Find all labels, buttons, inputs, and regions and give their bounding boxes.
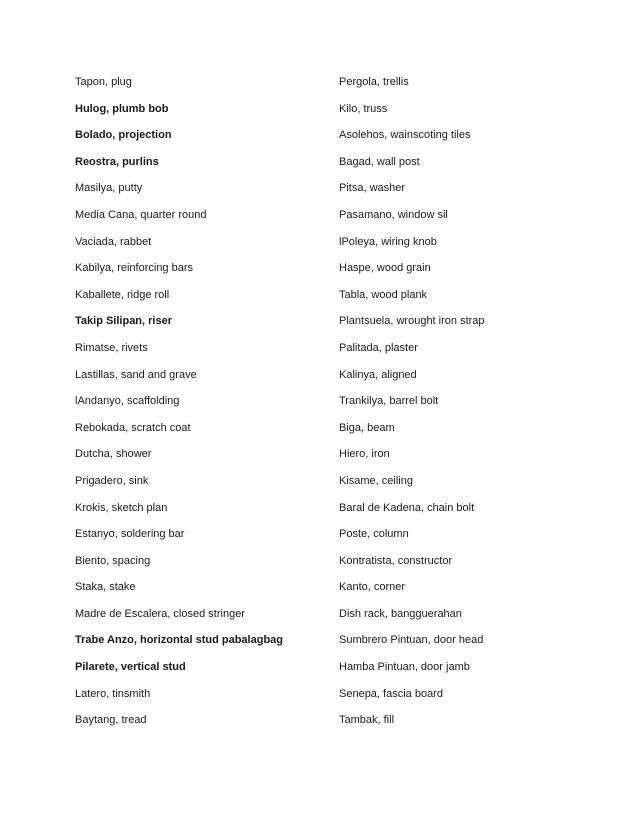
glossary-row — [75, 149, 575, 176]
glossary-row — [75, 415, 575, 442]
glossary-term-left: Kaballete, ridge roll — [75, 288, 170, 301]
glossary-term-right: Kalinya, aligned — [339, 368, 417, 381]
glossary-row — [75, 69, 575, 96]
glossary-term-left: Bolado, projection — [75, 129, 172, 142]
glossary-row — [75, 202, 575, 229]
glossary-row — [75, 521, 575, 548]
glossary-row — [75, 441, 575, 468]
glossary-row — [75, 654, 575, 681]
glossary-term-right: Dish rack, bangguerahan — [339, 607, 462, 620]
glossary-term-right: Pitsa, washer — [339, 182, 406, 195]
glossary-term-right: Kilo, truss — [339, 102, 388, 115]
glossary-term-right: Baral de Kadena, chain bolt — [339, 501, 475, 514]
glossary-term-right: Senepa, fascia board — [339, 687, 443, 700]
glossary-row — [75, 282, 575, 309]
glossary-term-right: Plantsuela, wrought iron strap — [339, 315, 485, 328]
glossary-row — [75, 122, 575, 149]
glossary-row — [75, 468, 575, 495]
glossary-term-left: Tapon, plug — [75, 76, 132, 88]
glossary-term-left: Lastillas, sand and grave — [75, 368, 197, 381]
glossary-row — [75, 548, 575, 575]
glossary-term-left: Madre de Escalera, closed stringer — [75, 607, 245, 620]
glossary-row — [75, 362, 575, 389]
glossary-term-left: lAndanyo, scaffolding — [75, 395, 180, 408]
glossary-term-right: lPoleya, wiring knob — [339, 235, 437, 248]
glossary-term-left: Media Cana, quarter round — [75, 208, 207, 221]
glossary-row — [75, 601, 575, 628]
glossary-term-left: Estanyo, soldering bar — [75, 528, 185, 541]
glossary-row — [75, 255, 575, 282]
glossary-term-left: Pilarete, vertical stud — [75, 661, 186, 674]
glossary-term-left: Takip Silipan, riser — [75, 315, 172, 328]
glossary-row — [75, 388, 575, 415]
glossary-term-right: Tabla, wood plank — [339, 288, 428, 301]
glossary-row — [75, 229, 575, 256]
glossary-term-left: Biento, spacing — [75, 554, 151, 567]
glossary-term-left: Vaciada, rabbet — [75, 235, 152, 248]
glossary-term-left: Rebokada, scratch coat — [75, 421, 191, 434]
glossary-row — [75, 627, 575, 654]
glossary-row — [75, 335, 575, 362]
glossary-term-right: Biga, beam — [339, 421, 395, 434]
glossary-term-left: Baytang, tread — [75, 714, 147, 727]
glossary-term-right: Hamba Pintuan, door jamb — [339, 661, 470, 674]
glossary-term-right: Hiero, iron — [339, 448, 390, 461]
glossary-row — [75, 495, 575, 522]
glossary-row — [75, 96, 575, 123]
glossary-term-right: Palitada, plaster — [339, 341, 418, 354]
glossary-table — [75, 69, 575, 734]
glossary-term-left: Trabe Anzo, horizontal stud pabalagbag — [75, 634, 283, 647]
glossary-term-left: Krokis, sketch plan — [75, 501, 168, 514]
glossary-term-right: Kontratista, constructor — [339, 554, 453, 567]
glossary-term-left: Latero, tinsmith — [75, 687, 151, 700]
glossary-term-right: Asolehos, wainscoting tiles — [339, 129, 471, 142]
glossary-term-left: Masilya, putty — [75, 182, 143, 195]
glossary-row — [75, 681, 575, 708]
glossary-term-left: Reostra, purlins — [75, 155, 159, 168]
glossary-term-right: Tambak, fill — [339, 714, 395, 727]
glossary-term-right: Sumbrero Pintuan, door head — [339, 634, 484, 647]
glossary-body — [75, 69, 575, 734]
glossary-term-right: Trankilya, barrel bolt — [339, 395, 439, 408]
glossary-term-left: Staka, stake — [75, 581, 136, 594]
glossary-term-left: Rimatse, rivets — [75, 341, 148, 354]
glossary-term-right: Bagad, wall post — [339, 155, 420, 168]
glossary-term-left: Hulog, plumb bob — [75, 102, 169, 115]
glossary-term-left: Dutcha, shower — [75, 448, 152, 461]
glossary-term-right: Pasamano, window sil — [339, 208, 448, 221]
glossary-term-right: Poste, column — [339, 528, 409, 541]
glossary-term-right: Kanto, corner — [339, 581, 406, 594]
glossary-row — [75, 574, 575, 601]
glossary-row — [75, 707, 575, 734]
glossary-term-right: Pergola, trellis — [339, 76, 409, 88]
glossary-row — [75, 308, 575, 335]
glossary-term-right: Haspe, wood grain — [339, 262, 431, 275]
glossary-term-right: Kisame, ceiling — [339, 474, 413, 487]
glossary-term-left: Kabilya, reinforcing bars — [75, 262, 194, 275]
glossary-row — [75, 175, 575, 202]
glossary-term-left: Prigadero, sink — [75, 474, 149, 487]
